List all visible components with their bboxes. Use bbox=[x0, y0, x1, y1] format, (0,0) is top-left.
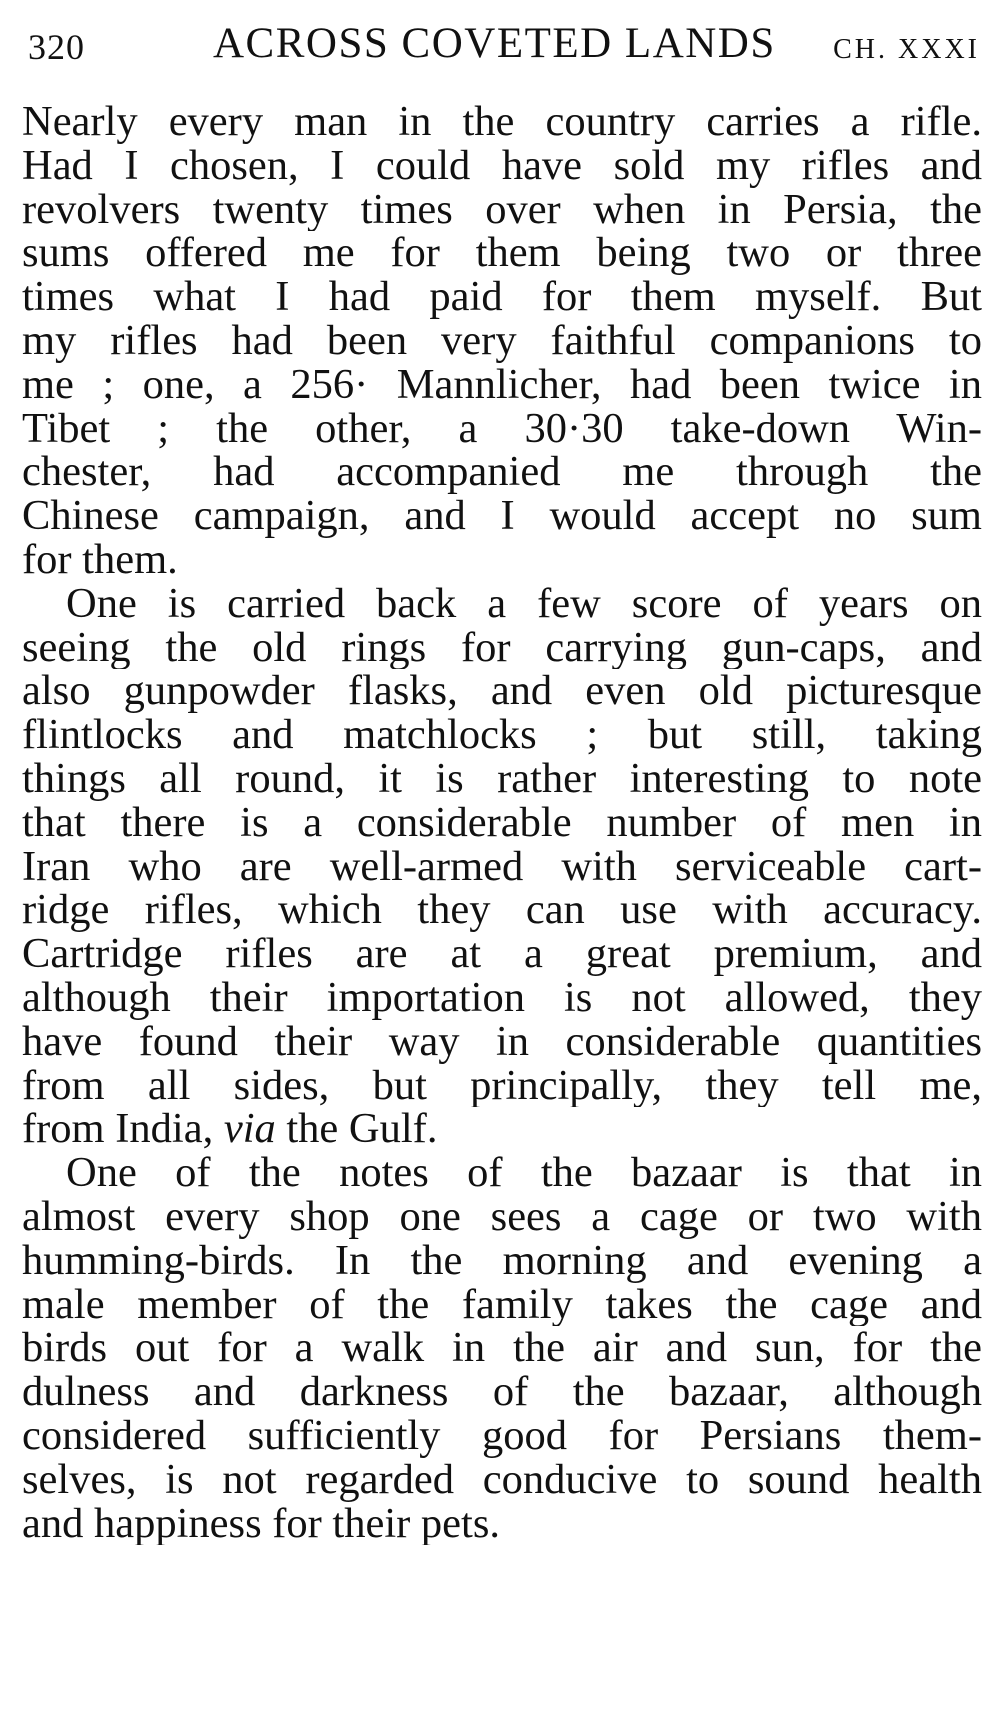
text-line: that there is a considerable number of men in bbox=[22, 800, 982, 845]
text-line: humming-birds. In the morning and evening a bbox=[22, 1238, 982, 1283]
page-header bbox=[28, 16, 980, 76]
paragraph-3 bbox=[22, 1151, 982, 1545]
text-line: birds out for a walk in the air and sun, for the bbox=[22, 1326, 982, 1371]
text-line: selves, is not regarded conducive to sound health bbox=[22, 1457, 982, 1502]
text-line: me ; one, a 256· Mannlicher, had been twice in bbox=[22, 362, 982, 407]
text-fragment: the Gulf. bbox=[275, 1107, 438, 1152]
body-text bbox=[22, 100, 982, 1545]
text-line: male member of the family takes the cage and bbox=[22, 1282, 982, 1327]
text-line: flintlocks and matchlocks ; but still, taking bbox=[22, 713, 982, 757]
text-line: Had I chosen, I could have sold my rifles and bbox=[22, 143, 982, 188]
text-line: considered sufficiently good for Persians them- bbox=[22, 1413, 982, 1458]
text-line: Cartridge rifles are at a great premium, and bbox=[22, 932, 982, 976]
text-line: times what I had paid for them myself. But bbox=[22, 275, 982, 319]
text-line: have found their way in considerable quantities bbox=[22, 1019, 982, 1064]
text-line: ridge rifles, which they can use with accuracy. bbox=[22, 888, 982, 933]
text-line: Chinese campaign, and I would accept no sum bbox=[22, 494, 982, 538]
running-title: ACROSS COVETED LANDS bbox=[213, 20, 776, 67]
text-line: seeing the old rings for carrying gun-caps, and bbox=[22, 625, 982, 670]
text-line: and happiness for their pets. bbox=[22, 1501, 501, 1546]
text-line: Iran who are well-armed with serviceable cart- bbox=[22, 844, 982, 889]
text-line: from all sides, but principally, they tell me, bbox=[22, 1063, 982, 1108]
text-fragment: from India, bbox=[22, 1107, 224, 1152]
text-line: almost every shop one sees a cage or two with bbox=[22, 1194, 982, 1239]
text-line: One of the notes of the bazaar is that in bbox=[66, 1151, 982, 1195]
text-line: One is carried back a few score of years on bbox=[66, 581, 982, 626]
text-line: although their importation is not allowed, they bbox=[22, 975, 982, 1020]
text-line: Nearly every man in the country carries a rifle. bbox=[22, 100, 982, 144]
text-line: sums offered me for them being two or three bbox=[22, 231, 982, 276]
book-page bbox=[22, 0, 982, 1735]
paragraph-2 bbox=[22, 582, 982, 1151]
text-line: revolvers twenty times over when in Persia, the bbox=[22, 187, 982, 232]
chapter-reference: CH. XXXI bbox=[833, 34, 980, 65]
text-line: for them. bbox=[22, 537, 178, 582]
text-line: things all round, it is rather interesting to note bbox=[22, 756, 982, 801]
text-line: Tibet ; the other, a 30·30 take-down Win- bbox=[22, 406, 982, 451]
text-line: dulness and darkness of the bazaar, although bbox=[22, 1370, 982, 1414]
page-number: 320 bbox=[28, 27, 85, 67]
text-line-with-italic bbox=[22, 1107, 982, 1151]
text-line: chester, had accompanied me through the bbox=[22, 450, 982, 495]
text-line: also gunpowder flasks, and even old picturesque bbox=[22, 669, 982, 714]
paragraph-1 bbox=[22, 100, 982, 582]
text-line: my rifles had been very faithful companions to bbox=[22, 318, 982, 363]
italic-word: via bbox=[223, 1107, 276, 1152]
